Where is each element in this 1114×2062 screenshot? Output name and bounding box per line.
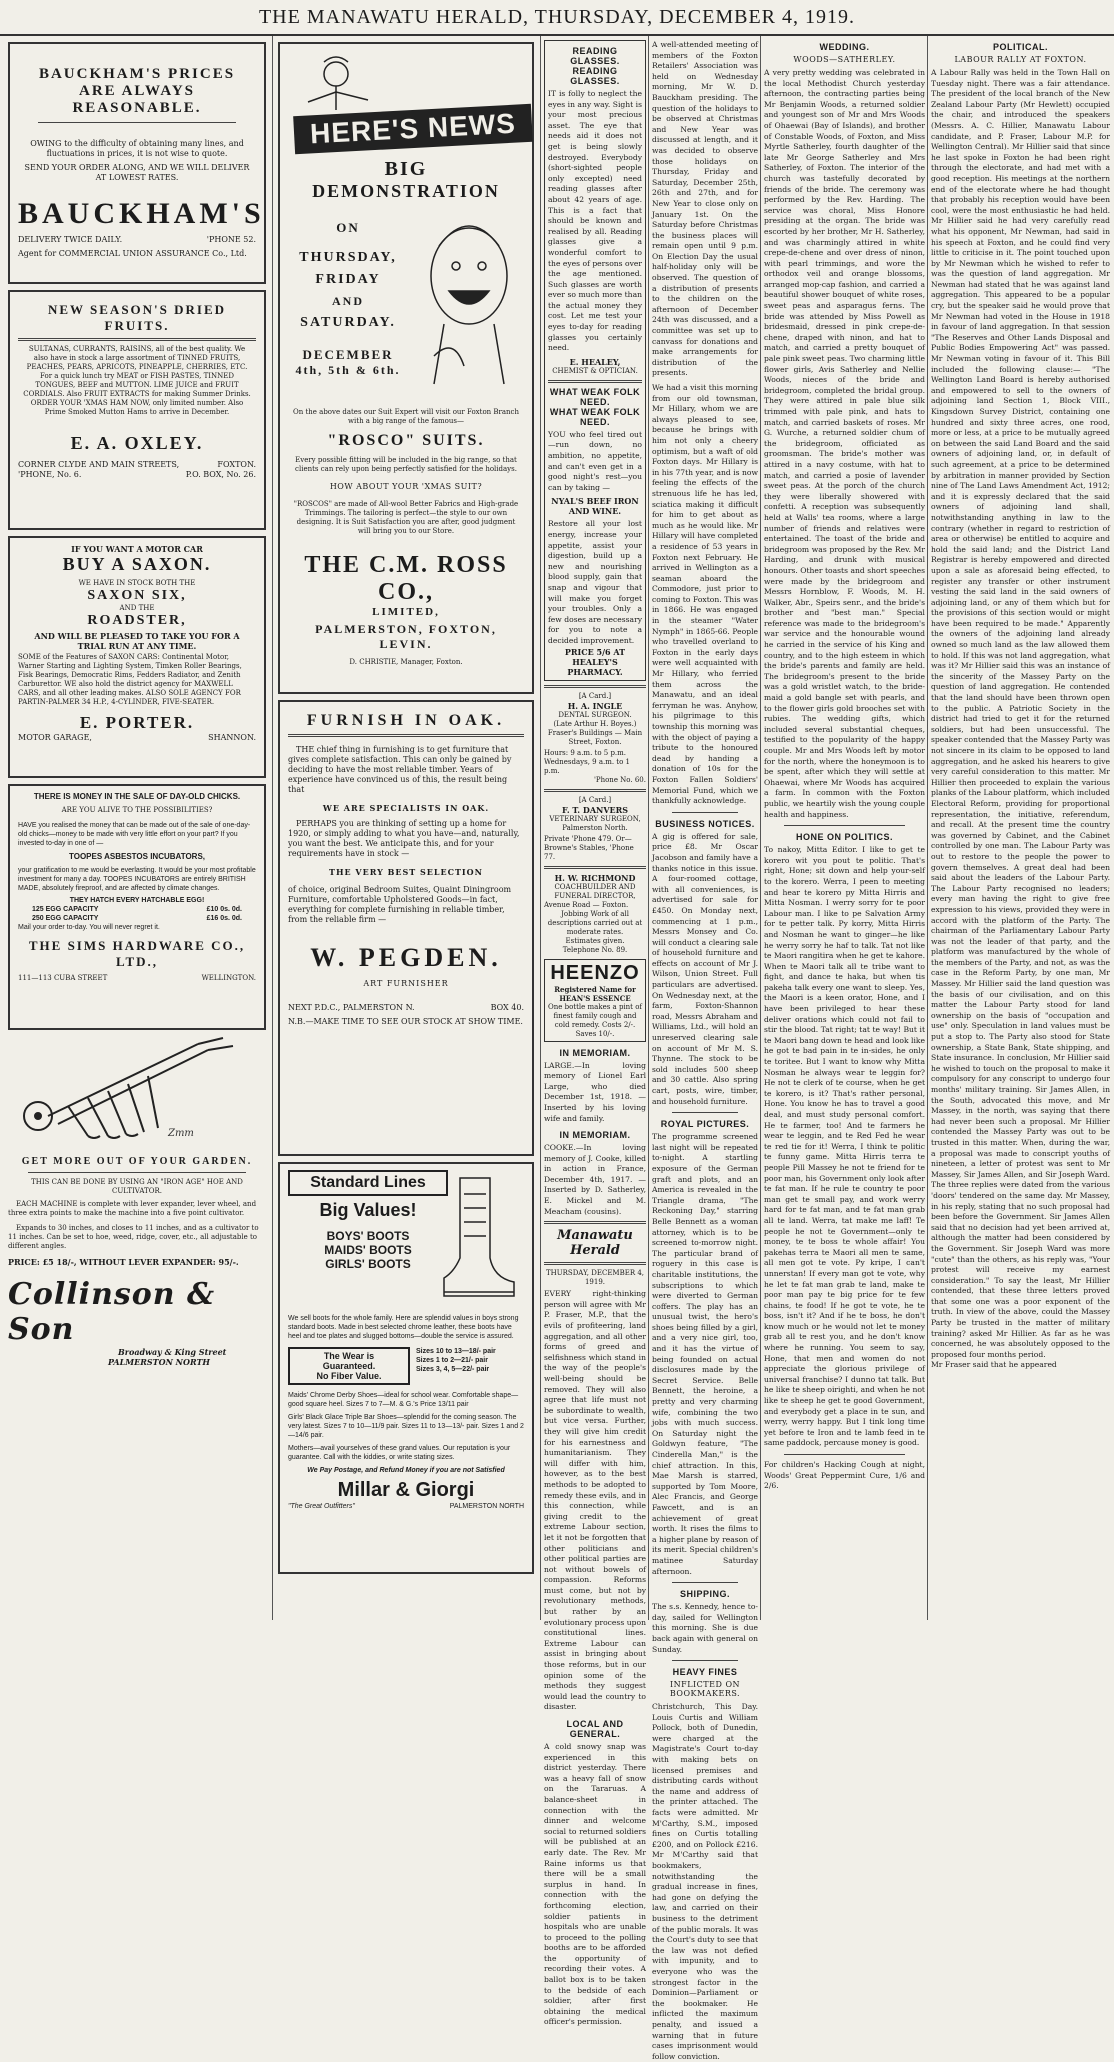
ingle-late: (Late Arthur H. Boyes.) xyxy=(553,719,637,728)
column-2 xyxy=(274,36,538,1620)
local-general-title: LOCAL AND GENERAL. xyxy=(566,1719,624,1739)
pegden-title: FURNISH IN OAK. xyxy=(306,712,506,729)
danvers-role: VETERINARY SURGEON, xyxy=(549,814,641,823)
heenzo-body: One bottle makes a pint of finest family cough and cold remedy. Costs 2/-. Saves 10/-. xyxy=(547,1002,643,1038)
richmond-body: Jobbing Work of all descriptions carried out at moderate rates. xyxy=(547,909,643,936)
incubator-advert xyxy=(8,784,266,1030)
collinson-body-1: THIS CAN BE DONE BY USING AN "IRON AGE" HOE AND CULTIVATOR. xyxy=(31,1178,243,1195)
heenzo-sub: Registered Name for HEAN'S ESSENCE xyxy=(554,984,636,1003)
collinson-advert xyxy=(8,1036,266,1466)
capacity-125-price: £10 0s. 0d. xyxy=(206,906,242,913)
peppermint-cure-notice: For children's Hacking Cough at night, Woods' Great Peppermint Cure, 1/6 and 2/6. xyxy=(764,1460,925,1491)
millar-name: Millar & Giorgi xyxy=(337,1479,475,1501)
heres-news-text: HERE'S NEWS xyxy=(309,107,517,150)
healey-body: IT is folly to neglect the eyes in any way. Sight is your most precious asset. The eye that needs aid it does not get is being slowly destroyed. Everybody (short-sighted people only excepted) need reading glasses after about 42 years of age. This is a fact that should be known and realised by all. Reading glasses give a wonderful comfort to the eyes of persons over the age mentioned. Such glasses are worth ever so much more than the actual money they cost. Let me test your eyes to-day for reading glasses you certainly need. xyxy=(548,89,642,353)
pegden-body-1: THE chief thing in furnishing is to get furniture that gives complete satisfaction. This can only be gained by deciding to have the most reliable timber. Years of experience have convinced us of this, the result being that xyxy=(288,745,512,794)
pegden-specialists: WE ARE SPECIALISTS IN OAK. xyxy=(322,803,490,813)
pegden-nb: N.B.—MAKE TIME TO SEE OUR STOCK AT SHOW TIME. xyxy=(288,1017,523,1026)
chicks-hatch: THEY HATCH EVERY HATCHABLE EGG! xyxy=(69,897,205,904)
heavy-fines-subtitle: INFLICTED ON BOOKMAKERS. xyxy=(669,1680,741,1699)
bauckham-phone: 'PHONE 52. xyxy=(206,235,256,244)
cultivator-illustration xyxy=(8,1036,266,1146)
ross-rosco-suits: "ROSCO" SUITS. xyxy=(327,432,485,449)
saxon-advert xyxy=(8,536,266,778)
boot-illustration xyxy=(440,1174,520,1304)
nyal-price: PRICE 5/6 AT xyxy=(564,646,626,657)
healey-role: CHEMIST & OPTICIAN. xyxy=(552,366,638,375)
chicks-title: THERE IS MONEY IN THE SALE OF DAY-OLD CHICKS. xyxy=(33,792,241,801)
richmond-phone: Telephone No. 89. xyxy=(562,945,628,954)
pegden-box: BOX 40. xyxy=(490,1003,524,1012)
healey-name: E. HEALEY, xyxy=(569,356,621,367)
chicks-subtitle: ARE YOU ALIVE TO THE POSSIBILITIES? xyxy=(61,806,213,814)
richmond-estimates: Estimates given. xyxy=(565,936,625,945)
pegden-best-selection: THE VERY BEST SELECTION xyxy=(329,867,483,877)
oxley-box: P.O. BOX, No. 26. xyxy=(185,470,256,479)
bauckham-body-2: SEND YOUR ORDER ALONG, AND WE WILL DELIVER AT LOWEST RATES. xyxy=(24,163,250,182)
retailers-meeting: A well-attended meeting of members of the Foxton Retailers' Association was held on Wednesday morning, Mr W. D. Bauckham presiding. The question of the holidays to be observed at Christmas and New Year was discussed at length, and it was decided to observe those holidays on Thursday, Friday and Saturday, December 25th, 26th and 27th, and for New Year to close only on January 1st. On the Saturday before Christmas the business places will remain open until 9 p.m. On Election Day the usual half-holiday only will be observed. The question of a distribution of presents to the children on the afternoon of December 24th was discussed, and a committee was set up to canvass for donations and make arrangements for distribution of the presents. xyxy=(652,40,758,378)
political-title: POLITICAL. xyxy=(993,42,1048,52)
ross-saturday: SATURDAY. xyxy=(300,315,396,330)
wear-line-2: Guaranteed. xyxy=(322,1361,376,1371)
millar-title-2: Big Values! xyxy=(319,1200,417,1220)
sims-address: 111—113 CUBA STREET xyxy=(18,974,108,982)
collinson-address-1: Broadway & King Street xyxy=(118,1347,227,1357)
wear-line-3: No Fiber Value. xyxy=(316,1371,382,1381)
ingle-address: Fraser's Buildings — Main Street, Foxton. xyxy=(547,728,643,746)
ross-manager: D. CHRISTIE, Manager, Foxton. xyxy=(349,658,463,666)
memoriam-1-title: IN MEMORIAM. xyxy=(559,1047,631,1058)
shipping-body: The s.s. Kennedy, hence to-day, sailed for Wellington this morning. She is due back again with general on Sunday. xyxy=(652,1602,758,1654)
herald-date: THURSDAY, DECEMBER 4, 1919. xyxy=(545,1269,645,1287)
royal-pictures-body: The programme screened last night will be repeated to-night. A startling exposure of the German graft and plots, and an America is revealed in the Triangle drama, "The Reckoning Day," starring Belle Bennett as a woman attorney, which is to be screened to-morrow night. The particular brand of roguery in this case is charitable institutions, the subscriptions to which were diverted to German coffers. The play has an unusual twist, the hero's shoes being filled by a girl, and a very nice girl, too, and it has the virtue of being founded on actual disclosures made by the Secret Service. Belle Bennett, the heroine, a pretty and very charming wife, combining the two jobs with much success. On Saturday night the Goldwyn feature, "The Cinderella Man," is the chief attraction. In this, Mae Marsh is starred, supported by Tom Moore, Alec Francis, and George Fawcett, and is an achievement of great worth. It rises the films to a higher plane by reason of its merit. Special children's matinee Saturday afternoon. xyxy=(652,1132,758,1576)
column-rule xyxy=(927,36,928,1620)
column-rule xyxy=(272,36,273,1620)
wedding-title: WEDDING. xyxy=(819,42,870,52)
oxley-body: SULTANAS, CURRANTS, RAISINS, all of the best quality. We also have in stock a large assortment of TINNED FRUITS, PEACHES, PEARS, APRICOTS, PINEAPPLE, CHERRIES, ETC. For a quick lunch try MEAT or FISH PASTES, TINNED TONGUES, BEEF and MUTTON. LIME JUICE and FRUIT CORDIALS. Also FRUIT EXTRACTS for making Summer Drinks. ORDER YOUR 'XMAS HAM NOW, only limited number. Also Prime Smoked Mutton Hams to arrive in December. xyxy=(23,345,251,416)
column-6 xyxy=(931,36,1110,1620)
heavy-fines-body: Christchurch, This Day. Louis Curtis and William Pollock, both of Dunedin, were charged at the Magistrate's Court to-day with making bets on licensed premises and distributing cards without the name and address of the printer attached. The facts were admitted. Mr M'Carthy, S.M., imposed fines on Curtis totalling £200, and on Pollock £216. Mr M'Carthy said that bookmakers, notwithstanding the gradual increase in fines, had gone on defying the law, and carried on their business to the detriment of the public morals. It was the Court's duty to see that the law was not defied with impunity, and to everyone who was the strongest factor in the Dominion—Parliament or the bookmaker. He inflicted the maximum penalty, and issued a warning that in future cases imprisonment would follow conviction. xyxy=(652,1702,758,2061)
saxon-town: SHANNON. xyxy=(208,733,256,742)
masthead xyxy=(0,0,1114,36)
nyal-title-1: WHAT WEAK FOLK NEED. xyxy=(549,386,641,407)
oxley-advert xyxy=(8,290,266,530)
laughing-boy-illustration xyxy=(414,206,524,396)
saxon-and: AND THE xyxy=(119,604,155,612)
millar-line-maids: MAIDS' BOOTS xyxy=(324,1243,412,1257)
pegden-advert xyxy=(278,700,534,1156)
column-rule xyxy=(648,36,649,1620)
political-subtitle: LABOUR RALLY AT FOXTON. xyxy=(954,55,1087,64)
chicks-body-2: your gratification to me would be everlasting. It would be your most profitable investment for many a day. TOOPES INCUBATORS are entirely BRITISH MADE, absolutely fireproof, and are affected by climate changes. xyxy=(18,867,256,892)
saxon-dealer-name: E. PORTER. xyxy=(79,713,195,732)
ross-big: BIG xyxy=(384,158,428,180)
bauckham-advert xyxy=(8,42,266,284)
ross-dates: 4th, 5th & 6th. xyxy=(295,363,401,377)
column-1 xyxy=(4,36,270,1620)
memoriam-1-body: LARGE.—In loving memory of Lionel Earl Large, who died December 1st, 1918. —Inserted by his loving wife and family. xyxy=(544,1060,646,1123)
millar-town: PALMERSTON NORTH xyxy=(449,1503,524,1510)
wedding-body: A very pretty wedding was celebrated in the local Methodist Church yesterday afternoon, the contracting parties being Mr Benjamin Woods, a returned soldier and youngest son of Mr and Mrs Woods of Ohaewai (Bay of Islands), and brother of Constable Woods, of Foxton, and Miss Myrtle Satherley, fourth daughter of the late Mr George Satherley and Mrs Satherley, of Foxton. The interior of the church was tastefully decorated by friends of the bride. The ceremony was performed by the Rev. Harding. The service was choral, Miss Honore presiding at the organ. The bride was escorted by her brother, Mr H. Satherley, and was charmingly attired in white crepe-de-chene and over dress of ninon, with pearl trimmings, and wore the orthodox veil and orange blossoms, arranged mop-cap fashion, and carried a beautiful shower bouquet of white roses, sweet peas and asparagus ferns. The bride was attended by Miss Powell as bridesmaid, dressed in pink crepe-de-chene, draped with ninon, and hat to match, and carried a pretty bouquet of pale pink sweet peas. Two charming little flower girls, Avis Satherley and Nellie Woods, nieces of the bride and bridegroom, completed the bridal group. They were attired in pale blue silk trimmed with pale pink, and hats to match, and carried baskets of roses. Mr G. Wurche, a returned soldier chum of the bridegroom, officiated as groomsman. The bride's mother was attired in a navy costume, with hat to match, and carried a posie of lavender sweet peas. At the porch of the church they were liberally showered with confetti. A reception was subsequently held at Walls' tea rooms, where a large number of friends and relatives were entertained. The toast of the bride and bridegroom was proposed by the Rev. Mr Harding, and drunk with musical honours. Other toasts and short speeches were made by the bridegroom and Messrs Hornblow, F. Woods, M. H. Walker, Abr., Speirs senr., and the bride's brother and "best man." Special reference was made to the bridegroom's war service and the honourable wound he carried in the service of his King and country, and to the high esteem in which the bride's parents and family are held. The bridegroom's present to the bride was a gold wristlet watch, to the bride-maid a gold bangle set with pearls, and to the flower girls gold brooches set with rubies. The wedding gifts, which included several substantial cheques, testified to the popularity of the happy couple. Mr and Mrs Woods left by motor for the north, where the honeymoon is to be spent, after which they will settle at Ohaewai, where Mr Woods has acquired a farm. In common with the Foxton public, we heartily wish the young couple health and happiness. xyxy=(764,68,925,819)
ross-advert xyxy=(278,42,534,694)
royal-pictures-title: ROYAL PICTURES. xyxy=(660,1119,750,1130)
millar-giorgi-advert xyxy=(278,1162,534,1574)
danvers-card: [A Card.] xyxy=(578,795,612,804)
nyal-shop: HEALEY'S PHARMACY. xyxy=(567,656,623,677)
memoriam-2-body: COOKE.—In loving memory of J. Cooke, killed in action in France, December 4th, 1917. —Inserted by D. Satherley, E. Mickel and M. Meacham (cousins). xyxy=(544,1143,646,1216)
column-rule xyxy=(760,36,761,1620)
capacity-125-label: 125 EGG CAPACITY xyxy=(32,906,99,913)
political-body: A Labour Rally was held in the Town Hall on Tuesday night. There was a fair attendance. The president of the local branch of the New Zealand Labour Party (Mr Hewlett) occupied the chair, and introduced the speakers (Messrs. A. C. Hillier, Manawatu Labour candidate, and P. Fraser, Labour M.P. for Wellington Central). Mr Hillier said that since he last spoke in Foxton he had been right through the electorate, and had met with a good reception. His meetings at the northern end of the electorate where he had thought that probably his reception would have been cool, were the most enthusiastic he had held. Mr Hillier said he had very carefully read what his opponent, Mr Newman, had said in his speech at Foxton, and he could find very little to criticise in it. The point touched upon by Mr Newman which he wished to refer to was the question of land aggregation. Mr Newman had stated that he was against land aggregation. This appeared to be a popular cry, but the speaker said he would prove that Mr Newman had voted in the House in 1918 in favour of land aggregation. In that session "The Reserves and Other Lands Disposal and Public Bodies Empowering Act" was passed. Mr Newman voting in favour of it. This Bill included the following clause:— "The Wellington Land Board is hereby authorised and empowered to sell to the owners of adjoining land Section 1, Block VIII., Kingsdown Survey District, containing one hundred and sixty three acres, one rood, more or less, at a price to be mutually agreed on between the said Land Board and the said owners of adjoining land, or, in default of such agreement, at a price to be determined by arbitration in manner provided by Section nine of The Land Laws Amendment Act, 1912; and it is expressly declared that the said owners of adjoining land shall, notwithstanding anything in law to the contrary (whether in regard to restriction of area or otherwise) be entitled to acquire and hold the said land; and the District Land Registrar is hereby empowered and directed upon a sale as aforesaid being effected, to register any transfer or other instrument vesting the said land in the said owners of adjoining land, or any of them which but for the provisions of this section would or might have been required to be made." Apparently the owners of the adjoining land already owned so much land as the law allowed them to hold. If this was not land aggregation, what was it? Mr Hillier said this was an instance of the sincerity of the Massey Party on the question of land aggregation. He contended that the land should have been thrown open to the public. A Patriotic Society in the district had tried to get it for the returned soldiers, but had been unsuccessful. The speaker contended that the Massey Party was not sincere in its claim to be opposed to land aggregation, and he asked his hearers to give very careful consideration to this matter. Mr Hillier then proceeded to explain the various planks of the Labour platform, which included Electoral Reform, providing for proportional representation, the initiative, referendum, and recall. At the present time the country was governed by Cabinet, and the Cabinet controlled by one man. The Labour Party was out to restore to the people the power to govern themselves. A great deal had been said about the leaders of the Labour Party. The Labour Party recognised no leaders; every man having the right to give free expression to his views, provided they were in accord with the platform of the Party. The chairman of the Parliamentary Labour Party was not the leader of that party, and the platform was manufactured by the whole of the members of the Party, and not, as was the case in the Reform Party, by one man, Mr Massey. Mr Hillier said the land question was the basis of our civilisation, and on this matter the Labour Party stood for land ownership on the basis of "occupation and use" only. Speculation in land values must be put a stop to. The Party also stood for State ownership, a State Bank, State shipping, and State insurance. In conclusion, Mr Hillier said he wished to touch on the proposal to make it compulsory for any conscript to undergo four months' military training. Sir James Allen, in the South, advocated this move, and Mr Massey, in the north, was saying that there had never been such a proposal. Mr Hillier contended the Massey Party was out to be trusted in this matter. When, during the war, a proposal was made to conscript youths of nineteen, a letter of protest was sent to Mr Massey, Sir James Allen, and Sir Joseph Ward. The three replies were dated from the various 'doors' tendered on the same day. Mr Massey, in his reply, stating that no such proposal had been before the Government. Sir James Allen said that no decision had yet been arrived at, although the matter had been considered by the Government. Sir Joseph Ward was more "cute" than the others, as his reply was, "Your protest will receive my earnest consideration." To say the least, Mr Hillier contended, that these three letters proved that some one was a poor exponent of the truth. In view of the above, could the Massey Party be trusted in the matter of military training? asked Mr Hillier. As far as he was concerned, he was absolutely opposed to the proposed four months period. xyxy=(931,68,1110,1359)
healey-title-2: READING GLASSES. xyxy=(570,66,620,86)
capacity-250-label: 250 EGG CAPACITY xyxy=(32,915,99,922)
healey-title-1: READING GLASSES. xyxy=(570,46,620,66)
capacity-250-price: £16 0s. 0d. xyxy=(206,915,242,922)
pegden-body-3: of choice, original Bedroom Suites, Quaint Diningroom Furniture, comfortable Upholstered Goods—in fact, everything for complete furnishing in reliable timber, from the reliable firm — xyxy=(288,885,512,924)
ross-towns: PALMERSTON, FOXTON, LEVIN. xyxy=(315,622,497,651)
bauckham-delivery: DELIVERY TWICE DAILY. xyxy=(18,235,123,244)
collinson-body-3: Expands to 30 inches, and closes to 11 inches, and as a cultivator to 11 inches. Can be set to hoe, weed, ridge, cover, etc., all adjustable to different angles. xyxy=(8,1224,259,1250)
heenzo-advert xyxy=(544,959,646,1042)
memoriam-2-title: IN MEMORIAM. xyxy=(559,1130,631,1141)
herald-editorial: EVERY right-thinking person will agree with Mr P. Fraser, M.P., that the evils of profiteering, land aggregation, and all other forms of greed and selfishness which stand in the way of the people's well-being should be removed. They will also agree that life must not be subordinate to wealth, but vice versa. Further, they will give him credit for his earnestness and humanitarianism. They will differ with him, however, as to the best methods to be adopted to remedy these evils, and in this connection, while giving credit to the extreme Labour section, let it not be forgotten that other politicians and other political parties are not without bowels of compassion. Reforms must come, but not by revolutionary methods, but rather by an evolutionary process upon constitutional lines. Extreme Labour can assist in bringing about those reforms, but in our opinion some of the methods they suggest would lead the country to disaster. xyxy=(544,1289,646,1712)
sims-city: WELLINGTON. xyxy=(201,974,256,982)
nyal-body-2: Restore all your lost energy, increase your appetite, assist your digestion, build up a new and nourishing blood supply, gain that snap and vigour that will make you forget your troubles. Only a few doses are necessary for you to note a decided improvement. xyxy=(548,519,642,645)
herald-nameplate: Manawatu Herald xyxy=(557,1228,633,1259)
oxley-name: E. A. OXLEY. xyxy=(70,433,204,453)
collinson-address-2: PALMERSTON NORTH xyxy=(108,1357,210,1367)
cultivator-maker-mark: Zmm xyxy=(168,1128,194,1139)
wear-line-1: The Wear is xyxy=(323,1351,375,1361)
millar-girls-shoes: Girls' Black Glace Triple Bar Shoes—splendid for the coming season. The very latest. Sizes 7 to 10—11/9 pair. Sizes 11 to 13—13/- pair. Sizes 1 and 2—14/6 pair. xyxy=(288,1414,524,1439)
saxon-roadster: ROADSTER, xyxy=(87,613,187,628)
sims-hardware-name: THE SIMS HARDWARE CO., LTD., xyxy=(28,938,246,969)
millar-maids-shoes: Maids' Chrome Derby Shoes—ideal for school wear. Comfortable shape—good square heel. Sizes 7 to 7—M. & G.'s Price 13/11 pair xyxy=(288,1392,519,1408)
collinson-price: PRICE: £5 18/-, WITHOUT LEVER EXPANDER: 95/-. xyxy=(8,1257,239,1267)
oxley-phone: 'PHONE, No. 6. xyxy=(18,470,82,479)
ingle-card: [A Card.] xyxy=(578,691,612,700)
pegden-name: W. PEGDEN. xyxy=(310,943,502,972)
column-3 xyxy=(544,36,646,2027)
ross-on: ON xyxy=(336,220,360,235)
size-price-2: Sizes 1 to 2—21/- pair xyxy=(416,1357,488,1364)
saxon-stock: WE HAVE IN STOCK BOTH THE xyxy=(78,579,196,587)
millar-body-1: We sell boots for the whole family. Here are splendid values in boys strong standard boots. Made in best selected chrome leather, these boots have heel and toe plates and slugged bottoms—double the service is assured. xyxy=(288,1315,519,1340)
ross-body-3: "ROSCOS" are made of All-wool Better Fabrics and High-grade Trimmings. The tailoring is perfect—the style to our own designing. It is Suit Satisfaction you are after, good judgment will bring you to our Store. xyxy=(293,500,519,535)
bauckham-body-1: OWING to the difficulty of obtaining many lines, and fluctuations in prices, it is not wise to quote. xyxy=(30,139,244,158)
bauckham-name: BAUCKHAM'S xyxy=(18,197,265,230)
ross-friday: FRIDAY xyxy=(315,272,381,287)
richmond-name: H. W. RICHMOND xyxy=(554,872,636,883)
ingle-hours: Hours: 9 a.m. to 5 p.m. Wednesdays, 9 a.m. to 1 p.m. xyxy=(544,748,631,775)
healey-advert xyxy=(544,40,646,681)
saxon-six: SAXON SIX, xyxy=(87,588,187,603)
ross-demonstration: DEMONSTRATION xyxy=(312,181,500,201)
oxley-title: NEW SEASON'S DRIED FRUITS. xyxy=(47,302,227,333)
danvers-phone: Private 'Phone 479. Or— Browne's Stables, 'Phone 77. xyxy=(544,834,634,861)
danvers-town: Palmerston North. xyxy=(562,823,628,832)
size-price-3: Sizes 3, 4, 5—22/- pair xyxy=(416,1366,490,1373)
size-price-1: Sizes 10 to 13—18/- pair xyxy=(416,1348,496,1355)
bauckham-agent: Agent for COMMERCIAL UNION ASSURANCE Co., Ltd. xyxy=(18,249,247,258)
chicks-body-1: HAVE you realised the money that can be made out of the sale of one-day-old chicks—money to be made with very little effort on your part? If you invested to-day in one of — xyxy=(18,822,251,847)
ross-limited: LIMITED, xyxy=(372,606,440,618)
richmond-address: Avenue Road — Foxton. xyxy=(544,900,629,909)
pegden-role: ART FURNISHER xyxy=(363,979,449,988)
collinson-body-2: EACH MACHINE is complete with lever expander, lever wheel, and three extra points to make the machine into a five point cultivator. xyxy=(8,1200,257,1217)
pegden-body-2: PERHAPS you are thinking of setting up a home for 1920, or simply adding to what you have—and, naturally, you want the best. We anticipate this, and for your requirements have in stock — xyxy=(288,819,520,858)
ross-thursday: THURSDAY, xyxy=(299,250,397,265)
collinson-name: Collinson & Son xyxy=(8,1277,216,1347)
ross-firm-name: THE C.M. ROSS CO., xyxy=(304,552,508,605)
saxon-garage: MOTOR GARAGE, xyxy=(18,733,92,742)
masthead-title: THE MANAWATU HERALD, THURSDAY, DECEMBER 4, 1919. xyxy=(258,6,856,28)
millar-quote: "The Great Outfitters" xyxy=(288,1503,355,1510)
millar-mothers: Mothers—avail yourselves of these grand values. Our reputation is your guarantee. Call with the kiddies, or write stating sizes. xyxy=(288,1445,511,1461)
wedding-subtitle: WOODS—SATHERLEY. xyxy=(793,55,896,64)
business-notices-title: BUSINESS NOTICES. xyxy=(655,818,755,829)
nyal-title-2: WHAT WEAK FOLK NEED. xyxy=(549,406,641,427)
ross-body-2: Every possible fitting will be included in the big range, so that clients can rely upon being perfectly satisfied for the holidays. xyxy=(295,456,517,473)
millar-line-boys: BOYS' BOOTS xyxy=(326,1229,410,1243)
column-rule xyxy=(540,36,541,1620)
column-4 xyxy=(652,36,758,2061)
saxon-buy: BUY A SAXON. xyxy=(62,554,212,574)
oxley-address: CORNER CLYDE AND MAIN STREETS, xyxy=(18,460,180,469)
local-general-body: A cold snowy snap was experienced in this district yesterday. There was a heavy fall of snow on the Tararuas. A balance-sheet in connection with the dinner and welcome social to returned soldiers will be published at an early date. The Rev. Mr Raine informs us that there will be a small surplus in hand. In connection with the forthcoming election, soldier patients in hospitals who are unable to proceed to the polling booths are to be afforded the opportunity of recording their votes. A ballot box is to be taken to the bedside of each soldier, after first obtaining the medical officer's permission. xyxy=(544,1742,646,2027)
pegden-next: NEXT P.D.C., PALMERSTON N. xyxy=(288,1003,415,1012)
shipping-title: SHIPPING. xyxy=(679,1589,730,1600)
hillary-visit: We had a visit this morning from our old townsman, Mr Hillary, whom we are always pleased to see, because he brings with him not only a cheery optimism, but a waft of old Foxton days. Mr Hillary is in his 77th year, and is now feeling the effects of the strenuous life he has led, sciatica making it difficult for him to get about as much as he would like. Mr Hillary will have completed a residence of 53 years in Foxton next February. He arrived in Wellington as a seaman aboard the Commodore, just prior to coming to Foxton. This was in 1866. He was engaged in the steamer "Water Nymph" in 1865-66. People who travelled overland to Foxton in the early days were well acquainted with Mr Hillary, who ferried them across the Manawatu, and an ideal ferryman he was. Anyhow, his pilgrimage to this township this morning was with the object of paying a tribute to the honoured dead by handing a donation of 10s for the Foxton Fallen Soldiers' Memorial Fund, which we thankfully acknowledge. xyxy=(652,383,758,806)
collinson-tagline: GET MORE OUT OF YOUR GARDEN. xyxy=(21,1156,253,1167)
saxon-trial: AND WILL BE PLEASED TO TAKE YOU FOR A TRIAL RUN AT ANY TIME. xyxy=(34,631,240,651)
danvers-name: F. T. DANVERS xyxy=(561,804,629,815)
ingle-name: H. A. INGLE xyxy=(567,700,623,711)
business-notices-body: A gig is offered for sale, price £8. Mr Oscar Jacobson and family have a thanks notice in this issue. A four-roomed cottage, with all conveniences, is advertised for sale for £450. On Monday next, commencing at 1 p.m., Messrs Monsey and Co. will conduct a clearing sale of household furniture and effects on account of Mr J. Wilson, Union Street. Full particulars are advertised. On Wednesday next, at the farm, Foxton-Shannon road, Messrs Abraham and Williams, Ltd., will hold an unreserved clearing sale on account of Mr M. S. Thynne. The stock to be sold includes 500 sheep and 30 cattle. Also spring cart, posts, wire, timber, and household furniture. xyxy=(652,831,758,1106)
ross-and: AND xyxy=(332,294,364,308)
hone-politics-title: HONE ON POLITICS. xyxy=(795,832,893,843)
column-5 xyxy=(764,36,925,1620)
hone-politics-body: To nakoy, Mitta Editor. I like to get te korero wit you pout te politic. That's right, Hone; sit down and help your-self to the korero. Werra, I peen to meeting and hear te korero py Mitta Hirris and Mitta Nosman. I werry sorry for te poor Labour man. I like to pe Salvation Army for te petter talk. Py korry, Mitta Hirris and Nosman he want to ginger—he like he werry sorry he haf to talk. Tat not like te Maori rangitira when he get te kahore. When te Maori talk all te tribe want to fight, and dance te haka, but when tis pakeha talk every one want to sleep. Yes, the Maori is a keen orator, Hone, and I have been privileged to hear these deliver orations which could not fail to stir the blood. Tat right; tat te way! But it te Maori bang down te head and look like he got te bad pain in te in-sides, he only te toritee. But I want to know why Mitta Nosman he always wear te leggin for? He not te clerk of te course, when he get te korero, is it? That's rather personal, Hone. You know he has to travel a good deal, and must study personal comfort. He te farmer, too! And te farmers he wear te leggin, and te Red Fed he wear te red tie for it! Werra, I think te politic te funny game. Mitta Hirris terra te people Pill Massey he not te friend for te poor man, his Government only look after te fat man. If he rule te country te poor man get te small pay, and work werry hard for te fat man, and te fat man grab all te land. Werra, tat make me laff! Te people he not te Government—only te money, te te boss te whole affair! You pakehas terra te Maori all men te same, all men got te vote. Py kripe, I can't unnerstan! If every man got te vote, why he let te fat man grab te land, make te poor man pay te big price for te few chains, te food! If he got te vote, he te boss, isn't it? And if he te boss, he don't know much or he would not let te money grab all te rest you, and he don't know where he running. You seem to say, Hone, that men and women do not appreciate the glorious privilege of universal franchise? I dunno tat talk. But he like te sheep oirighti, and when he not like te sheep he get te good Government, and everybody get a place in te sun, and werry, werry happy. But I tink long time yet before te Iron and te lamb feed in te same paddock, percause money is good. xyxy=(764,845,925,1448)
saxon-body: SOME of the Features of SAXON CARS: Continental Motor, Warner Starting and Lighting System, Timken Roller Bearings, Fisk Bearings, Democratic Rims, Fedders Radiator, and Zenith Carburettor. WE also hold the district agency for MAXWELL CARS, and all other leading makes. ALSO SOLE AGENCY FOR PARTIN-PALMER 34 H.P., 4-CYLINDER, FIVE-SEATER. xyxy=(18,653,242,706)
chicks-product: TOOPES ASBESTOS INCUBATORS, xyxy=(68,852,206,861)
nyal-body: YOU who feel tired out—run down, no ambition, no appetite, and can't even get in a good night's rest—you can by taking — xyxy=(548,429,642,492)
millar-title-1: Standard Lines xyxy=(288,1170,448,1196)
ross-xmas-suit: HOW ABOUT YOUR 'XMAS SUIT? xyxy=(329,482,483,491)
ingle-role: DENTAL SURGEON. xyxy=(558,710,632,719)
chicks-mail: Mail your order to-day. You will never regret it. xyxy=(18,924,160,931)
heavy-fines-title: HEAVY FINES xyxy=(672,1667,738,1678)
nyal-product: NYAL'S BEEF IRON AND WINE. xyxy=(551,496,639,517)
bauckham-heading-2: ARE ALWAYS REASONABLE. xyxy=(72,83,202,116)
millar-line-girls: GIRLS' BOOTS xyxy=(325,1257,411,1271)
richmond-role: COACHBUILDER AND FUNERAL DIRECTOR, xyxy=(554,882,636,900)
ross-body-1: On the above dates our Suit Expert will visit our Foxton Branch with a big range of the famous— xyxy=(292,408,519,425)
ross-december: DECEMBER xyxy=(302,347,394,362)
ingle-phone: 'Phone No. 60. xyxy=(593,775,646,784)
millar-postage: We Pay Postage, and Refund Money if you are not Satisfied xyxy=(307,1467,505,1474)
bauckham-heading-1: BAUCKHAM'S PRICES xyxy=(38,66,236,82)
saxon-top: IF YOU WANT A MOTOR CAR xyxy=(71,544,203,554)
oxley-town: FOXTON. xyxy=(217,460,256,469)
political-continuation: Mr Fraser said that he appeared xyxy=(931,1360,1057,1370)
heenzo-name: HEENZO xyxy=(550,961,640,984)
